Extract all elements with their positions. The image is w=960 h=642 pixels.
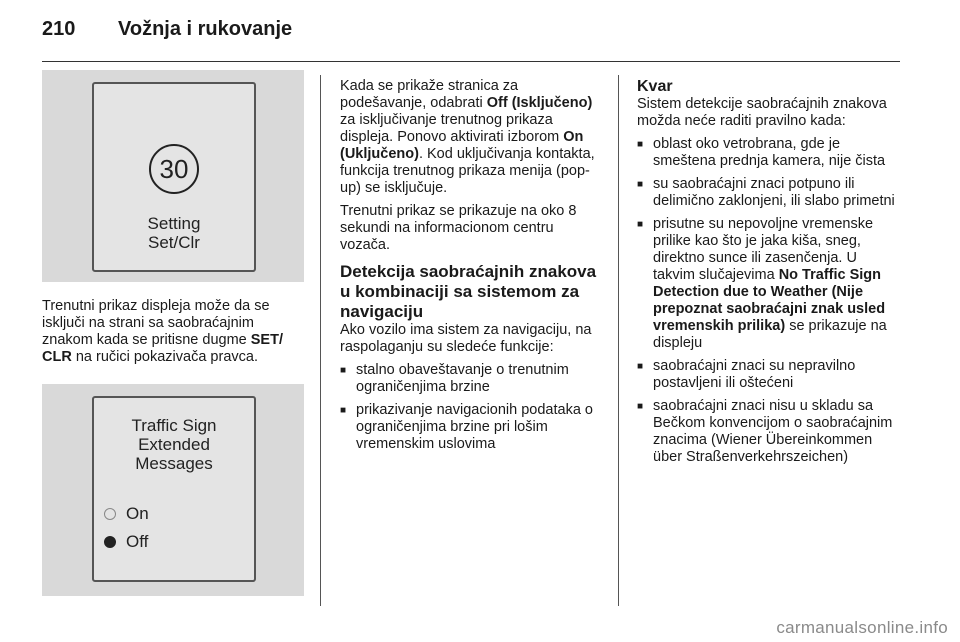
duration-paragraph: Trenutni prikaz se prikazuje na oko 8 sekundi na informacionom centru vozača. [340, 203, 577, 253]
p1-d: . Kod uključivanja kontakta, funkcija trenutnog prikaza menija (pop-up) se isključuje. [340, 146, 595, 196]
navigation-intro: Ako vozilo ima sistem za navigaciju, na raspolaganju su sledeće funkcije: [340, 322, 592, 355]
bullet3-c: se prikazuje na displeju [653, 318, 887, 351]
menu-title-line-2: Extended [138, 435, 210, 454]
speed-limit-value: 30 [159, 153, 189, 184]
radio-filled-icon [104, 536, 116, 548]
option-off [104, 532, 148, 552]
caption-text-a: Trenutni prikaz displeja može da se isključi na strani sa saobraćajnim znakom kada se pritisne dugme [42, 298, 270, 348]
figure-tsem-menu [42, 384, 304, 596]
option-on [104, 504, 149, 524]
p1-on-bold: On (Uključeno) [340, 129, 584, 162]
menu-title-line-3: Messages [135, 454, 213, 473]
caption-paragraph [42, 298, 304, 366]
list-item: ■ saobraćajni znaci nisu u skladu sa Bečkom konvencijom o saobraćajnim znacima (Wiener Übereinkommen über Straßenverkehrszeichen) [637, 398, 902, 466]
fault-heading: Kvar [637, 78, 673, 95]
column-3 [637, 78, 902, 472]
column-1 [42, 78, 304, 596]
option-on-label: On [126, 504, 149, 523]
option-off-label: Off [126, 532, 149, 551]
page-number: 210 [42, 18, 76, 40]
menu-screen [92, 396, 256, 582]
navigation-list [340, 362, 605, 453]
column-2 [340, 78, 605, 459]
page-header [42, 18, 292, 48]
navigation-heading: Detekcija saobraćajnih znakova u kombinaciji sa sistemom za navigaciju [340, 262, 597, 321]
fault-list [637, 136, 902, 466]
menu-title-line-1: Traffic Sign [131, 416, 217, 435]
list-item [637, 216, 902, 352]
figure-setting-display [42, 70, 304, 282]
setting-label: Setting [147, 214, 201, 233]
settings-paragraph [340, 78, 605, 197]
fault-intro: Sistem detekcije saobraćajnih znakova možda neće raditi pravilno kada: [637, 96, 887, 129]
caption-text-b: na ručici pokazivača pravca. [71, 349, 258, 365]
list-item: ■ su saobraćajni znaci potpuno ili delimično zaklonjeni, ili slabo primetni [637, 176, 902, 210]
page-title: Vožnja i rukovanje [118, 18, 293, 40]
list-item: ■ oblast oko vetrobrana, gde je smeštena prednja kamera, nije čista [637, 136, 902, 170]
list-item: ■ saobraćajni znaci su nepravilno postavljeni ili oštećeni [637, 358, 902, 392]
p1-off-bold: Off (Isključeno) [486, 95, 593, 111]
display-screen [92, 82, 256, 272]
column-divider-2 [618, 75, 619, 606]
bullet3-a: prisutne su nepovoljne vremenske prilike kao što je jaka kiša, sneg, direktno sunce ili zasenčenja. U takvim slučajevima [653, 216, 874, 283]
bullet3-bold: No Traffic Sign Detection due to Weather (Nije prepoznat saobraćajni znak usled vremenskih prilika) [653, 267, 886, 334]
header-rule [42, 61, 900, 62]
watermark: carmanualsonline.info [776, 618, 948, 637]
p1-c: za isključivanje trenutnog prikaza displeja. Ponovo aktivirati izborom [340, 112, 564, 145]
column-divider-1 [320, 75, 321, 606]
set-clr-label: Set/Clr [148, 233, 200, 252]
caption-bold: SET/ CLR [42, 332, 283, 365]
menu-title [94, 416, 254, 473]
list-item: ■ prikazivanje navigacionih podataka o ograničenjima brzine pri lošim vremenskim uslovima [340, 402, 605, 453]
speed-limit-icon [149, 144, 199, 194]
list-item: ■ stalno obaveštavanje o trenutnim ograničenjima brzine [340, 362, 605, 396]
radio-empty-icon [104, 508, 116, 520]
p1-a: Kada se prikaže stranica za podešavanje, odabrati [340, 78, 519, 111]
